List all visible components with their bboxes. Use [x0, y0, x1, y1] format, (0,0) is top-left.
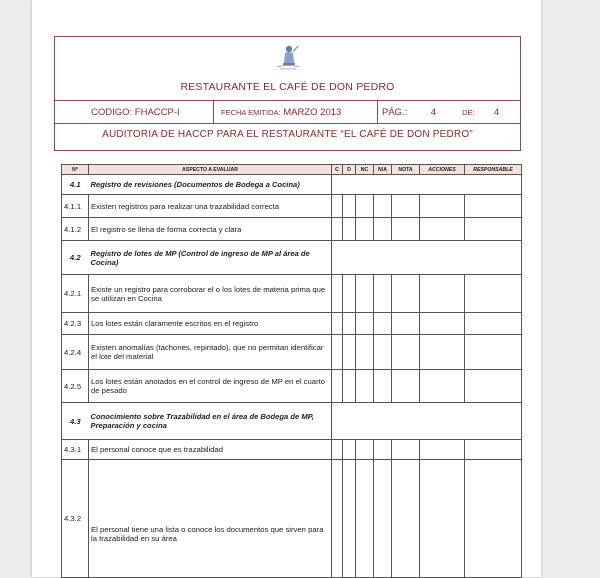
document-page — [32, 0, 541, 577]
audit-checklist-table — [61, 164, 522, 578]
col-header-nota: NOTA — [392, 165, 420, 175]
col-header-acciones: ACCIONES — [420, 165, 465, 175]
chef-logo-icon — [271, 43, 305, 71]
table-row: 4.2 Registro de lotes de MP (Control de ingreso de MP al área de Cocina) — [62, 241, 522, 275]
col-header-d: D — [343, 165, 356, 175]
table-row: 4.2.3 Los lotes están claramente escritos en el registro — [62, 313, 522, 335]
restaurant-name: RESTAURANTE EL CAFÉ DE DON PEDRO — [180, 81, 395, 93]
col-header-c: C — [332, 165, 343, 175]
col-header-responsable: RESPONSABLE — [465, 165, 522, 175]
table-row: 4.1 Registro de revisiones (Documentos de Bodega a Cocina) — [62, 175, 522, 195]
page-indicator: PÁG.: 4 DE: 4 — [382, 107, 500, 118]
issue-date: FECHA EMITIDA: MARZO 2013 — [221, 107, 342, 118]
table-row: 4.3.2 El personal tiene una lista o conoce los documentos que sirven para la trazabilidad en su área — [62, 460, 522, 578]
col-header-na: N/A — [374, 165, 392, 175]
table-header-row — [62, 165, 522, 175]
table-row: 4.2.1 Existe un registro para corroborar el o los lotes de materia prima que se utilizan en Cocina — [62, 275, 522, 313]
table-row: 4.1.2 El registro se llena de forma correcta y clara — [62, 218, 522, 241]
document-code: CODIGO: FHACCP-I — [91, 107, 180, 118]
document-header — [54, 36, 521, 151]
col-header-num: Nº — [62, 165, 89, 175]
col-header-aspect: ASPECTO A EVALUAR — [89, 165, 332, 175]
table-row: 4.1.1 Existen registros para realizar una trazabilidad correcta — [62, 195, 522, 218]
table-row: 4.2.5 Los lotes están anotados en el control de ingreso de MP en el cuarto de pesado — [62, 370, 522, 403]
table-row: 4.3 Conocimiento sobre Trazabilidad en el área de Bodega de MP, Preparación y cocina — [62, 403, 522, 440]
table-row: 4.3.1 El personal conoce que es trazabilidad — [62, 440, 522, 460]
table-row: 4.2.4 Existen anomalías (tachones, repintado), que no permitan identificar el lote del material — [62, 335, 522, 370]
col-header-nc: NC — [356, 165, 374, 175]
audit-title: AUDITORIA DE HACCP PARA EL RESTAURANTE “EL CAFÉ DE DON PEDRO” — [102, 129, 473, 140]
